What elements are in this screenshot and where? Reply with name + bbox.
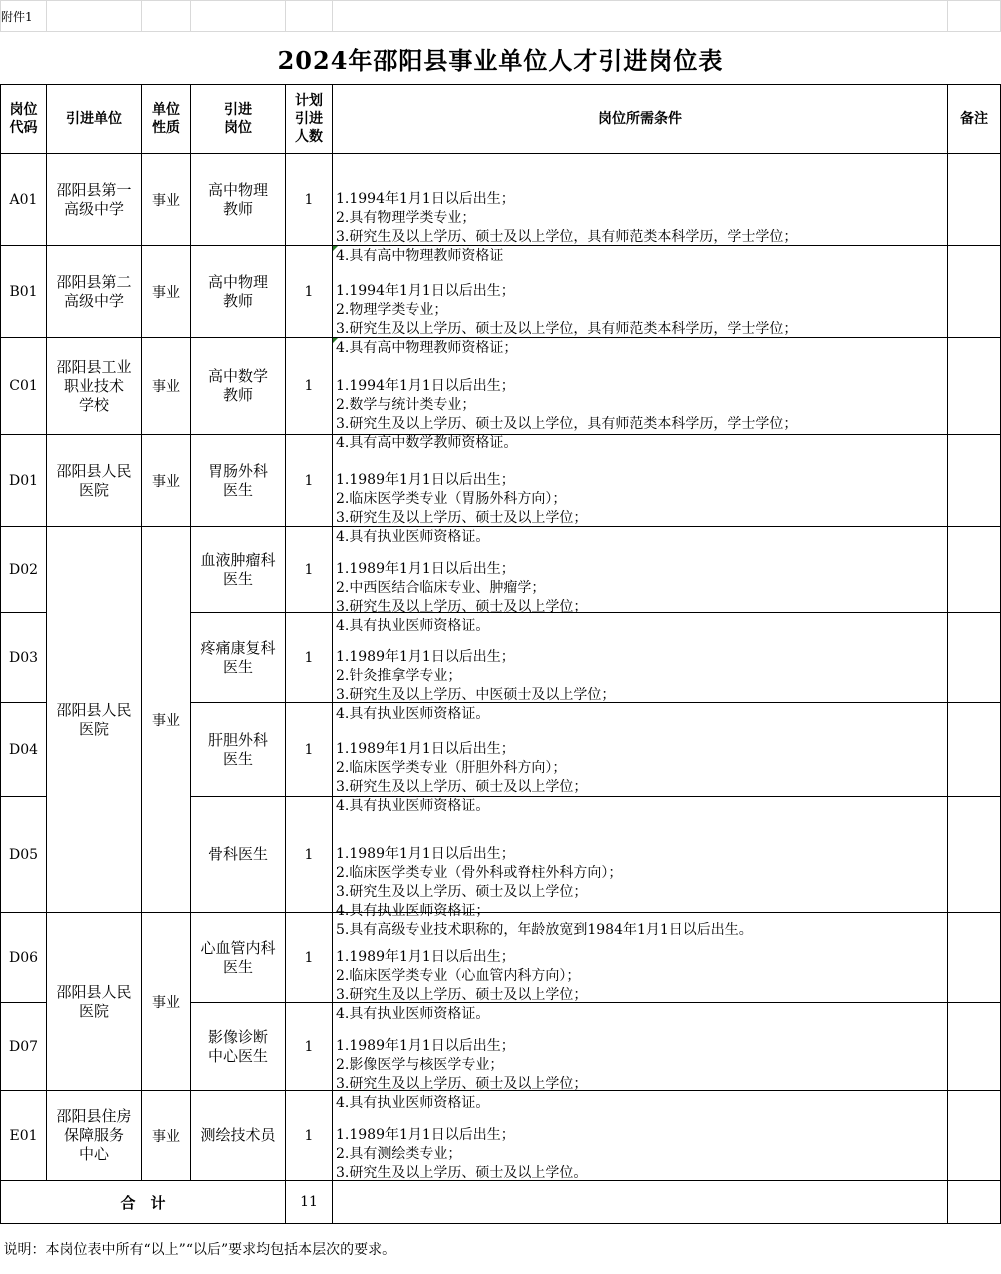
remarks: [948, 246, 1001, 338]
header-nature: 单位 性质: [142, 85, 191, 154]
unit-nature: 事业: [142, 338, 191, 435]
unit-nature: 事业: [142, 527, 191, 913]
planned-count: 1: [286, 913, 333, 1003]
post-title: 血液肿瘤科 医生: [191, 527, 286, 613]
table-row: [1, 338, 1001, 435]
post-code: D05: [1, 797, 47, 913]
note-row: [1, 1224, 1001, 1274]
header-remarks: 备注: [948, 85, 1001, 154]
post-code: E01: [1, 1091, 47, 1181]
requirements: 1.1989年1月1日以后出生； 2.临床医学类专业（胃肠外科方向）； 3.研究生及以上学历、硕士及以上学位； 4.具有执业医师资格证。: [333, 435, 948, 527]
post-title: 测绘技术员: [191, 1091, 286, 1181]
unit-name: 邵阳县人民 医院: [47, 435, 142, 527]
post-code: D03: [1, 613, 47, 703]
post-title: 骨科医生: [191, 797, 286, 913]
requirements: 1.1989年1月1日以后出生； 2.临床医学类专业（肝胆外科方向）； 3.研究生及以上学历、硕士及以上学位； 4.具有执业医师资格证。: [333, 703, 948, 797]
total-count: 11: [286, 1181, 333, 1224]
remarks: [948, 338, 1001, 435]
unit-name: 邵阳县工业 职业技术 学校: [47, 338, 142, 435]
remarks: [948, 1003, 1001, 1091]
unit-nature: 事业: [142, 246, 191, 338]
planned-count: 1: [286, 527, 333, 613]
unit-nature: 事业: [142, 435, 191, 527]
requirements: 1.1989年1月1日以后出生； 2.具有测绘类专业； 3.研究生及以上学历、硕士及以上学位。: [333, 1091, 948, 1181]
remarks: [948, 527, 1001, 613]
remarks: [948, 797, 1001, 913]
unit-nature: 事业: [142, 913, 191, 1091]
remarks: [948, 703, 1001, 797]
requirements: 1.1989年1月1日以后出生； 2.临床医学类专业（骨外科或脊柱外科方向）； 3.研究生及以上学历、硕士及以上学位； 4.具有执业医师资格证； 5.具有高级专业技术职称的，年龄放宽到1984年1月1日以后出生。: [333, 797, 948, 913]
attachment-row: [1, 1, 1001, 32]
post-title: 胃肠外科 医生: [191, 435, 286, 527]
post-title: 高中数学 教师: [191, 338, 286, 435]
planned-count: 1: [286, 797, 333, 913]
requirements: 1.1989年1月1日以后出生； 2.针灸推拿学专业； 3.研究生及以上学历、中医硕士及以上学位； 4.具有执业医师资格证。: [333, 613, 948, 703]
unit-name: 邵阳县人民 医院: [47, 913, 142, 1091]
post-code: D07: [1, 1003, 47, 1091]
requirements: 1.1989年1月1日以后出生； 2.中西医结合临床专业、肿瘤学； 3.研究生及以上学历、硕士及以上学位； 4.具有执业医师资格证。: [333, 527, 948, 613]
header-post: 引进 岗位: [191, 85, 286, 154]
post-title: 影像诊断 中心医生: [191, 1003, 286, 1091]
remarks: [948, 154, 1001, 246]
title-row: [1, 32, 1001, 85]
post-title: 高中物理 教师: [191, 246, 286, 338]
unit-name: 邵阳县第二 高级中学: [47, 246, 142, 338]
attachment-label: 附件1: [1, 1, 47, 32]
post-title: 肝胆外科 医生: [191, 703, 286, 797]
post-code: A01: [1, 154, 47, 246]
total-row: [1, 1181, 1001, 1224]
planned-count: 1: [286, 246, 333, 338]
table-row: [1, 246, 1001, 338]
unit-name: 邵阳县住房 保障服务 中心: [47, 1091, 142, 1181]
remarks: [948, 613, 1001, 703]
remarks: [948, 435, 1001, 527]
unit-nature: 事业: [142, 1091, 191, 1181]
post-title: 疼痛康复科 医生: [191, 613, 286, 703]
page-title: 2024年邵阳县事业单位人才引进岗位表: [1, 32, 1001, 85]
planned-count: 1: [286, 1091, 333, 1181]
post-code: C01: [1, 338, 47, 435]
requirements: 1.1989年1月1日以后出生； 2.临床医学类专业（心血管内科方向）； 3.研究生及以上学历、硕士及以上学位； 4.具有执业医师资格证。: [333, 913, 948, 1003]
header-row: [1, 85, 1001, 154]
unit-name: 邵阳县第一 高级中学: [47, 154, 142, 246]
requirements: 1.1994年1月1日以后出生； 2.物理学类专业； 3.研究生及以上学历、硕士及以上学位，具有师范类本科学历，学士学位； 4.具有高中物理教师资格证；: [333, 246, 948, 338]
table-row: [1, 154, 1001, 246]
table-row: [1, 527, 1001, 613]
planned-count: 1: [286, 435, 333, 527]
total-label: 合 计: [1, 1181, 286, 1224]
header-code: 岗位 代码: [1, 85, 47, 154]
header-unit: 引进单位: [47, 85, 142, 154]
planned-count: 1: [286, 613, 333, 703]
remarks: [948, 913, 1001, 1003]
post-code: D04: [1, 703, 47, 797]
post-code: D06: [1, 913, 47, 1003]
remarks: [948, 1091, 1001, 1181]
planned-count: 1: [286, 703, 333, 797]
unit-name: 邵阳县人民 医院: [47, 527, 142, 913]
requirements: 1.1989年1月1日以后出生； 2.影像医学与核医学专业； 3.研究生及以上学历、硕士及以上学位； 4.具有执业医师资格证。: [333, 1003, 948, 1091]
table-row: [1, 1091, 1001, 1181]
requirements: 1.1994年1月1日以后出生； 2.具有物理学类专业； 3.研究生及以上学历、硕士及以上学位，具有师范类本科学历，学士学位； 4.具有高中物理教师资格证: [333, 154, 948, 246]
post-title: 心血管内科 医生: [191, 913, 286, 1003]
post-title: 高中物理 教师: [191, 154, 286, 246]
planned-count: 1: [286, 338, 333, 435]
header-requirements: 岗位所需条件: [333, 85, 948, 154]
post-code: D02: [1, 527, 47, 613]
unit-nature: 事业: [142, 154, 191, 246]
planned-count: 1: [286, 1003, 333, 1091]
post-code: B01: [1, 246, 47, 338]
header-count: 计划 引进 人数: [286, 85, 333, 154]
requirements: 1.1994年1月1日以后出生； 2.数学与统计类专业； 3.研究生及以上学历、硕士及以上学位，具有师范类本科学历，学士学位； 4.具有高中数学教师资格证。: [333, 338, 948, 435]
footnote: 说明：本岗位表中所有“以上”“以后”要求均包括本层次的要求。: [1, 1224, 1001, 1274]
post-code: D01: [1, 435, 47, 527]
planned-count: 1: [286, 154, 333, 246]
